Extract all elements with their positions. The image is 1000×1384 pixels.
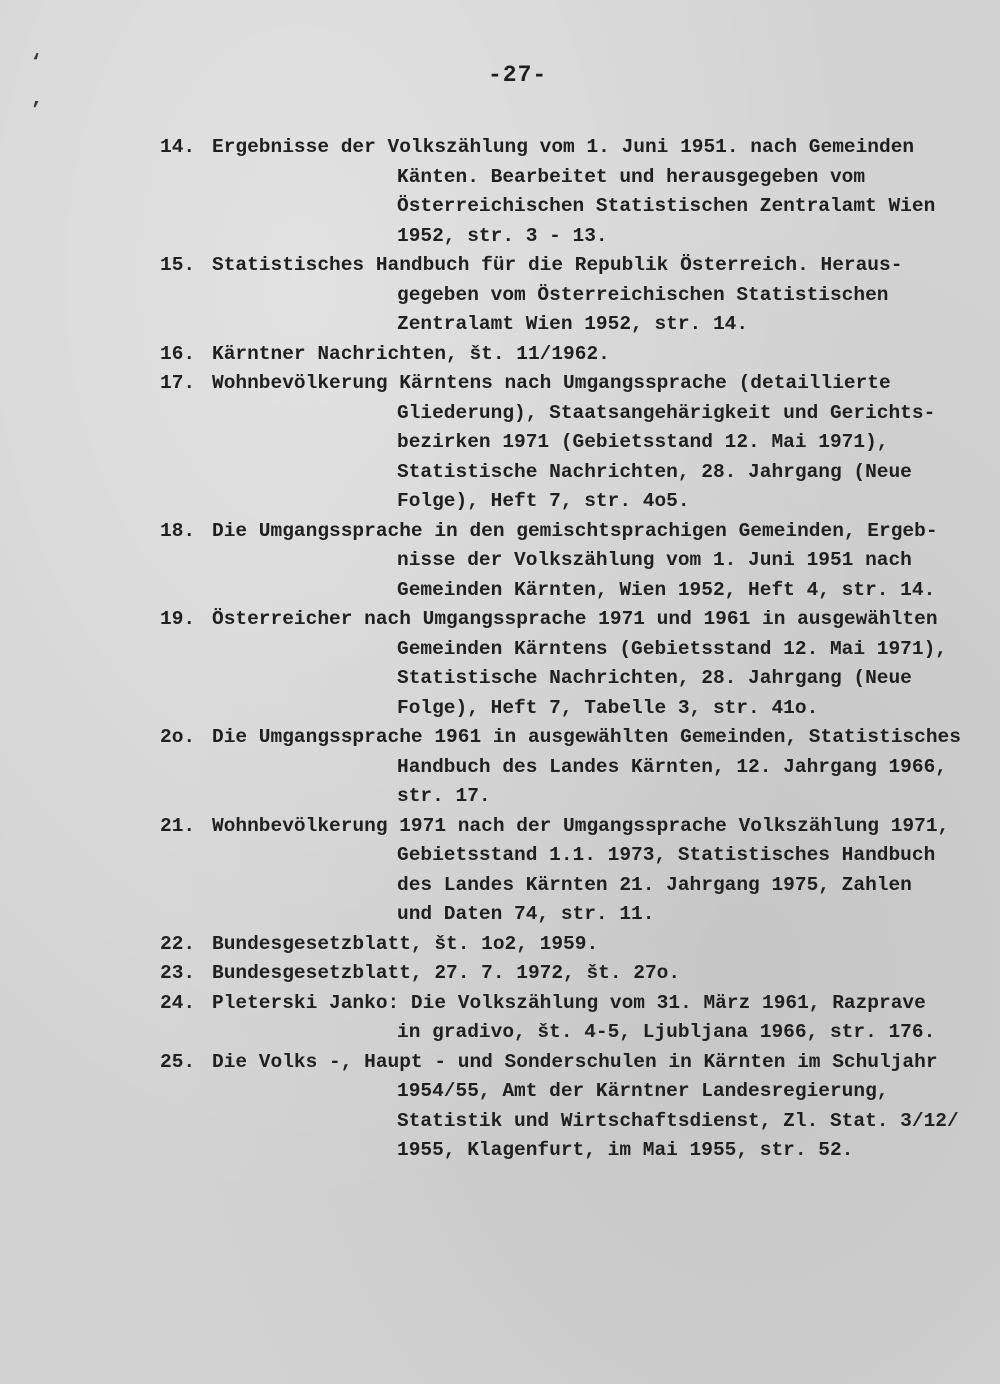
reference-line (160, 664, 996, 694)
reference-line (160, 959, 996, 989)
reference-text: Wohnbevölkerung Kärntens nach Umgangssprache (detaillierte (212, 372, 891, 394)
margin-mark-icon: ‘ (30, 52, 43, 75)
reference-line (160, 1048, 996, 1078)
reference-text: Statistisches Handbuch für die Republik Österreich. Heraus- (212, 254, 903, 276)
reference-line (160, 753, 996, 783)
reference-text: 1952, str. 3 - 13. (397, 224, 608, 247)
reference-line (160, 222, 996, 252)
reference-entry (160, 517, 996, 606)
reference-text: 1955, Klagenfurt, im Mai 1955, str. 52. (397, 1139, 854, 1161)
reference-line (160, 251, 996, 281)
reference-line (160, 812, 996, 842)
reference-number: 19. (160, 608, 196, 630)
reference-number: 23. (160, 962, 196, 984)
reference-text: Die Umgangssprache 1961 in ausgewählten Gemeinden, Statistisches (212, 726, 961, 748)
reference-line (160, 340, 996, 370)
reference-list (160, 133, 996, 1166)
reference-line (160, 163, 996, 193)
reference-text: Folge), Heft 7, Tabelle 3, str. 41o. (397, 696, 819, 719)
reference-text: Wohnbevölkerung 1971 nach der Umgangssprache Volkszählung 1971, (212, 814, 950, 837)
reference-text: des Landes Kärnten 21. Jahrgang 1975, Zahlen (397, 873, 912, 896)
reference-text: Bundesgesetzblatt, 27. 7. 1972, št. 27o. (212, 962, 681, 984)
reference-text: Zentralamt Wien 1952, str. 14. (397, 313, 749, 335)
reference-text: Ergebnisse der Volkszählung vom 1. Juni 1951. nach Gemeinden (212, 136, 915, 158)
reference-number: 21. (160, 814, 196, 837)
reference-line (160, 782, 996, 812)
reference-text: Gemeinden Kärntens (Gebietsstand 12. Mai 1971), (397, 637, 947, 660)
reference-text: Die Umgangssprache in den gemischtsprachigen Gemeinden, Ergeb- (212, 519, 938, 542)
reference-text: Österreichischen Statistischen Zentralamt Wien (397, 195, 936, 217)
reference-text: Statistische Nachrichten, 28. Jahrgang (Neue (397, 460, 912, 483)
reference-line (160, 723, 996, 753)
reference-entry (160, 930, 996, 960)
reference-entry (160, 1048, 996, 1166)
reference-text: Die Volks -, Haupt - und Sonderschulen in Kärnten im Schuljahr (212, 1050, 938, 1073)
reference-line (160, 989, 996, 1019)
reference-text: Folge), Heft 7, str. 4o5. (397, 490, 690, 512)
reference-line (160, 428, 996, 458)
reference-line (160, 458, 996, 488)
reference-number: 18. (160, 519, 196, 542)
reference-text: Statistik und Wirtschaftsdienst, Zl. Stat. 3/12/ (397, 1109, 959, 1132)
reference-line (160, 871, 996, 901)
reference-entry (160, 959, 996, 989)
reference-entry (160, 369, 996, 517)
reference-line (160, 1136, 996, 1166)
reference-line (160, 1107, 996, 1137)
reference-number: 17. (160, 372, 196, 394)
reference-line (160, 635, 996, 665)
reference-text: str. 17. (397, 785, 491, 807)
page-number: -27- (488, 62, 548, 88)
reference-entry (160, 340, 996, 370)
reference-number: 16. (160, 342, 196, 365)
reference-text: Känten. Bearbeitet und herausgegeben vom (397, 165, 866, 188)
reference-text: Pleterski Janko: Die Volkszählung vom 31. März 1961, Razprave (212, 991, 926, 1014)
reference-text: gegeben vom Österreichischen Statistischen (397, 283, 889, 306)
reference-text: in gradivo, št. 4-5, Ljubljana 1966, str. 176. (397, 1021, 936, 1043)
reference-line (160, 399, 996, 429)
reference-line (160, 605, 996, 635)
reference-text: Gemeinden Kärnten, Wien 1952, Heft 4, str. 14. (397, 578, 936, 601)
reference-line (160, 133, 996, 163)
reference-line (160, 369, 996, 399)
reference-text: Bundesgesetzblatt, št. 1o2, 1959. (212, 932, 599, 955)
reference-entry (160, 133, 996, 251)
reference-line (160, 487, 996, 517)
reference-text: Statistische Nachrichten, 28. Jahrgang (Neue (397, 667, 912, 689)
reference-entry (160, 989, 996, 1048)
reference-line (160, 1077, 996, 1107)
reference-entry (160, 812, 996, 930)
reference-line (160, 281, 996, 311)
reference-line (160, 930, 996, 960)
reference-line (160, 546, 996, 576)
reference-text: Kärntner Nachrichten, št. 11/1962. (212, 342, 610, 365)
reference-entry (160, 605, 996, 723)
reference-text: bezirken 1971 (Gebietsstand 12. Mai 1971), (397, 431, 889, 453)
reference-line (160, 1018, 996, 1048)
reference-number: 24. (160, 991, 196, 1014)
margin-mark-icon: ’ (30, 100, 43, 123)
reference-text: Handbuch des Landes Kärnten, 12. Jahrgang 1966, (397, 755, 947, 778)
reference-text: und Daten 74, str. 11. (397, 903, 655, 925)
reference-text: Gebietsstand 1.1. 1973, Statistisches Handbuch (397, 844, 936, 866)
reference-line (160, 192, 996, 222)
reference-line (160, 517, 996, 547)
reference-line (160, 841, 996, 871)
reference-text: nisse der Volkszählung vom 1. Juni 1951 nach (397, 549, 912, 571)
reference-text: Gliederung), Staatsangehärigkeit und Gerichts- (397, 401, 936, 424)
reference-number: 2o. (160, 726, 196, 748)
reference-entry (160, 251, 996, 340)
reference-number: 25. (160, 1050, 196, 1073)
reference-text: Österreicher nach Umgangssprache 1971 und 1961 in ausgewählten (212, 608, 938, 630)
reference-text: 1954/55, Amt der Kärntner Landesregierung, (397, 1080, 889, 1102)
reference-number: 14. (160, 136, 196, 158)
reference-line (160, 900, 996, 930)
reference-number: 22. (160, 932, 196, 955)
reference-number: 15. (160, 254, 196, 276)
reference-line (160, 310, 996, 340)
reference-line (160, 576, 996, 606)
reference-line (160, 694, 996, 724)
reference-entry (160, 723, 996, 812)
